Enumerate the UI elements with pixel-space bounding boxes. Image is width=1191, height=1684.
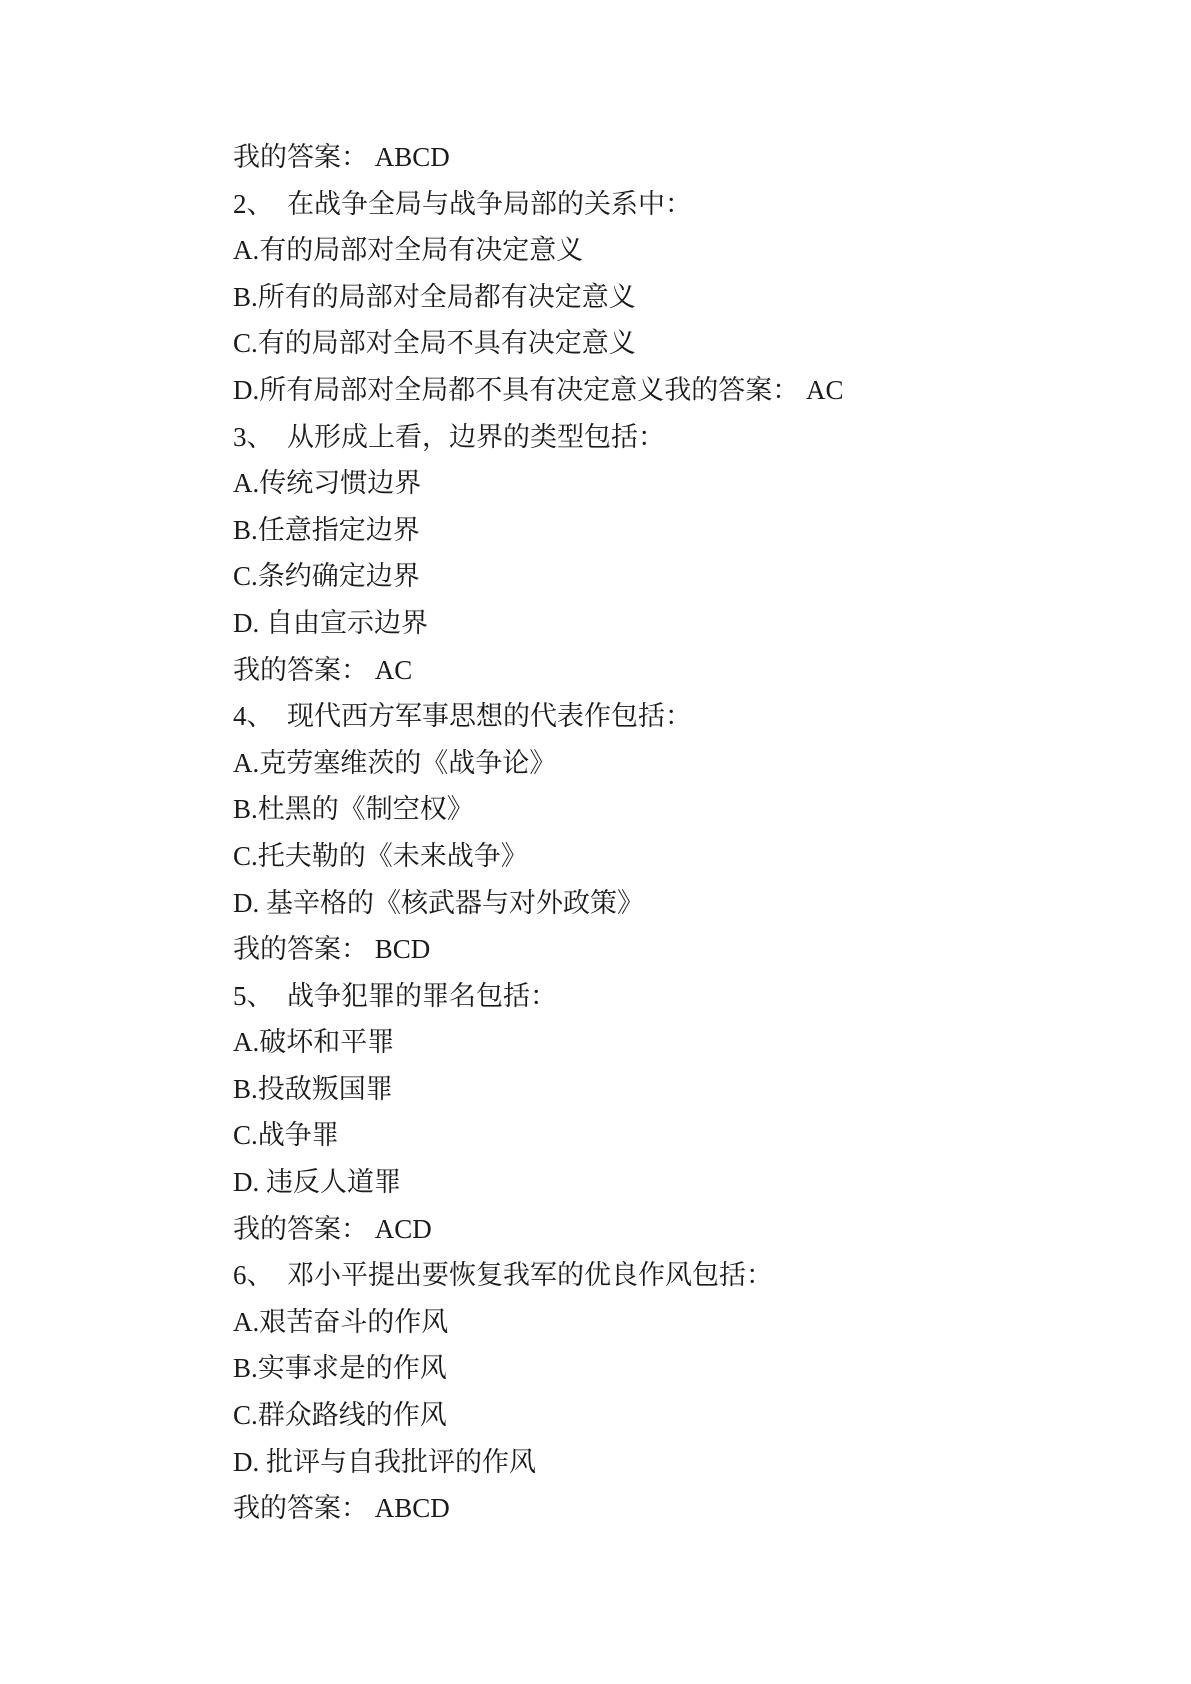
option-c: C.有的局部对全局不具有决定意义: [233, 328, 636, 359]
option-a: A.克劳塞维茨的《战争论》: [233, 747, 557, 778]
option-a: A.传统习惯边界: [233, 468, 422, 499]
my-answer-line: 我的答案： ACD: [233, 1213, 432, 1244]
question-prompt: 5、 战争犯罪的罪名包括：: [233, 980, 557, 1011]
option-c: C.条约确定边界: [233, 561, 420, 592]
question-prompt: 2、 在战争全局与战争局部的关系中：: [233, 188, 692, 219]
my-answer-line: 我的答案： AC: [233, 654, 413, 685]
option-b: B.任意指定边界: [233, 514, 420, 545]
option-d: D.所有局部对全局都不具有决定意义我的答案： AC: [233, 374, 844, 405]
option-b: B.所有的局部对全局都有决定意义: [233, 281, 636, 312]
question-block-2: [233, 181, 1111, 414]
option-b: B.实事求是的作风: [233, 1353, 447, 1384]
question-block-4: [233, 693, 1111, 973]
question-block-5: [233, 973, 1111, 1253]
option-d: D. 基辛格的《核武器与对外政策》: [233, 887, 644, 918]
option-a: A.艰苦奋斗的作风: [233, 1306, 449, 1337]
question-prompt: 4、 现代西方军事思想的代表作包括：: [233, 701, 692, 732]
option-a: A.有的局部对全局有决定意义: [233, 235, 584, 266]
option-b: B.投敌叛国罪: [233, 1073, 393, 1104]
my-answer-line: 我的答案： BCD: [233, 934, 431, 965]
my-answer-line: 我的答案： ABCD: [233, 142, 450, 172]
option-c: C.群众路线的作风: [233, 1400, 447, 1431]
option-c: C.托夫勒的《未来战争》: [233, 840, 528, 871]
option-d: D. 批评与自我批评的作风: [233, 1446, 536, 1477]
question-prompt: 3、 从形成上看，边界的类型包括：: [233, 421, 665, 452]
question-prompt: 6、 邓小平提出要恢复我军的优良作风包括：: [233, 1260, 773, 1291]
option-a: A.破坏和平罪: [233, 1027, 395, 1058]
option-d: D. 违反人道罪: [233, 1167, 401, 1198]
question-block-6: [233, 1252, 1111, 1532]
option-c: C.战争罪: [233, 1120, 339, 1151]
option-b: B.杜黑的《制空权》: [233, 794, 474, 825]
option-d: D. 自由宣示边界: [233, 607, 428, 638]
my-answer-line: 我的答案： ABCD: [233, 1493, 450, 1524]
question-block-3: [233, 414, 1111, 694]
